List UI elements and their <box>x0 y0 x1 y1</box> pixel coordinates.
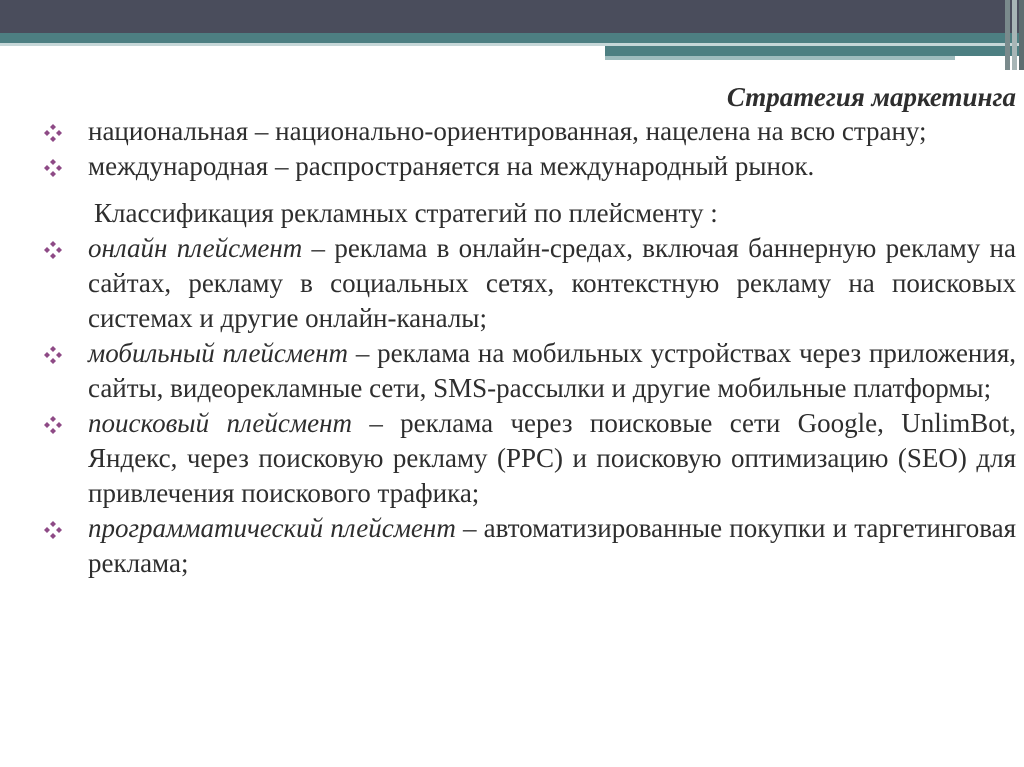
placement-item-search <box>40 406 1016 511</box>
placement-term: онлайн плейсмент <box>88 233 303 263</box>
quad-diamond-bullet-icon <box>44 346 62 364</box>
strategy-item-national <box>40 114 1016 149</box>
header-accent-band <box>605 46 1024 56</box>
placement-item-online <box>40 231 1016 336</box>
placement-term: программатический плейсмент <box>88 513 456 543</box>
quad-diamond-bullet-icon <box>44 521 62 539</box>
quad-diamond-bullet-icon <box>44 124 62 142</box>
slide-title: Стратегия маркетинга <box>726 82 1016 112</box>
placement-term: поисковый плейсмент <box>88 408 352 438</box>
header-teal-band <box>0 33 1024 43</box>
header-accent-thin-band <box>605 56 955 60</box>
placement-description: – автоматизированные покупки и таргетинговая реклама; <box>88 513 1016 578</box>
quad-diamond-bullet-icon <box>44 241 62 259</box>
placement-description: – реклама через поисковые сети Google, UnlimBot, Яндекс, через поисковую рекламу (PPC) и поисковую оптимизацию (SEO) для привлечения поискового трафика; <box>88 408 1016 508</box>
slide-content <box>40 80 1016 581</box>
placement-description: – реклама на мобильных устройствах через приложения, сайты, видеорекламные сети, SMS-рассылки и другие мобильные платформы; <box>88 338 1017 403</box>
placement-subheading: Классификация рекламных стратегий по плейсменту : <box>94 198 718 228</box>
quad-diamond-bullet-icon <box>44 416 62 434</box>
placement-term: мобильный плейсмент <box>88 338 349 368</box>
strategy-item-international <box>40 149 1016 184</box>
quad-diamond-bullet-icon <box>44 159 62 177</box>
strategy-item-text: международная – распространяется на международный рынок. <box>88 151 815 181</box>
placement-item-mobile <box>40 336 1016 406</box>
strategy-item-text: национальная – национально-ориентированная, нацелена на всю страну; <box>88 116 927 146</box>
header-dark-band <box>0 0 1024 33</box>
placement-item-programmatic <box>40 511 1016 581</box>
placement-description: – реклама в онлайн-средах, включая баннерную рекламу на сайтах, рекламу в социальных сетях, контекстную рекламу на поисковых системах и другие онлайн-каналы; <box>88 233 1016 333</box>
header-corner-stripes <box>994 0 1024 70</box>
